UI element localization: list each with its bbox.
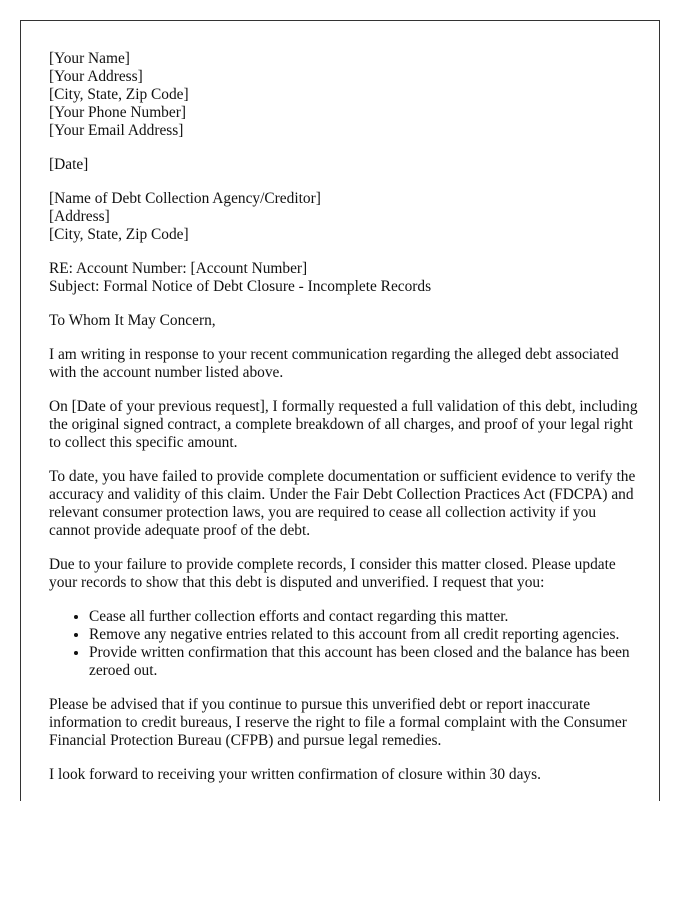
date-block bbox=[49, 156, 639, 174]
recipient-address: [Address] bbox=[49, 208, 110, 225]
reference-block bbox=[49, 260, 639, 296]
salutation: To Whom It May Concern, bbox=[49, 312, 216, 329]
recipient-name: [Name of Debt Collection Agency/Creditor] bbox=[49, 190, 321, 207]
request-item: • Provide written confirmation that this account has been closed and the balance has been zeroed out. bbox=[89, 644, 639, 680]
recipient-block bbox=[49, 190, 639, 244]
body-paragraph-1: I am writing in response to your recent communication regarding the alleged debt associated with the account number listed above. bbox=[49, 346, 619, 381]
request-list bbox=[49, 608, 639, 680]
letter-page bbox=[20, 20, 660, 801]
sender-name: [Your Name] bbox=[49, 50, 130, 67]
sender-phone: [Your Phone Number] bbox=[49, 104, 186, 121]
sender-email: [Your Email Address] bbox=[49, 122, 184, 139]
recipient-city-state-zip: [City, State, Zip Code] bbox=[49, 226, 189, 243]
body-paragraph-2: On [Date of your previous request], I formally requested a full validation of this debt, including the original signed contract, a complete breakdown of all charges, and proof of your legal right to collect this specific amount. bbox=[49, 398, 638, 451]
subject-line: Subject: Formal Notice of Debt Closure - Incomplete Records bbox=[49, 278, 432, 295]
sender-city-state-zip: [City, State, Zip Code] bbox=[49, 86, 189, 103]
body-paragraph-4: Due to your failure to provide complete records, I consider this matter closed. Please update your records to show that this debt is disputed and unverified. I request that you: bbox=[49, 556, 616, 591]
letter-content bbox=[49, 50, 639, 800]
account-reference: RE: Account Number: [Account Number] bbox=[49, 260, 308, 277]
sender-address: [Your Address] bbox=[49, 68, 143, 85]
letter-date: [Date] bbox=[49, 156, 89, 173]
closing-paragraph-1: Please be advised that if you continue to pursue this unverified debt or report inaccurate information to credit bureaus, I reserve the right to file a formal complaint with the Consumer Financial Protection Bureau (CFPB) and pursue legal remedies. bbox=[49, 696, 627, 749]
sender-block bbox=[49, 50, 639, 140]
body-paragraph-3: To date, you have failed to provide complete documentation or sufficient evidence to verify the accuracy and validity of this claim. Under the Fair Debt Collection Practices Act (FDCPA) and relevant consumer protection laws, you are required to cease all collection activity if you cannot provide adequate proof of the debt. bbox=[49, 468, 636, 539]
request-item: • Remove any negative entries related to this account from all credit reporting agencies. bbox=[89, 626, 639, 644]
request-item: • Cease all further collection efforts and contact regarding this matter. bbox=[89, 608, 639, 626]
closing-paragraph-2: I look forward to receiving your written confirmation of closure within 30 days. bbox=[49, 766, 541, 783]
